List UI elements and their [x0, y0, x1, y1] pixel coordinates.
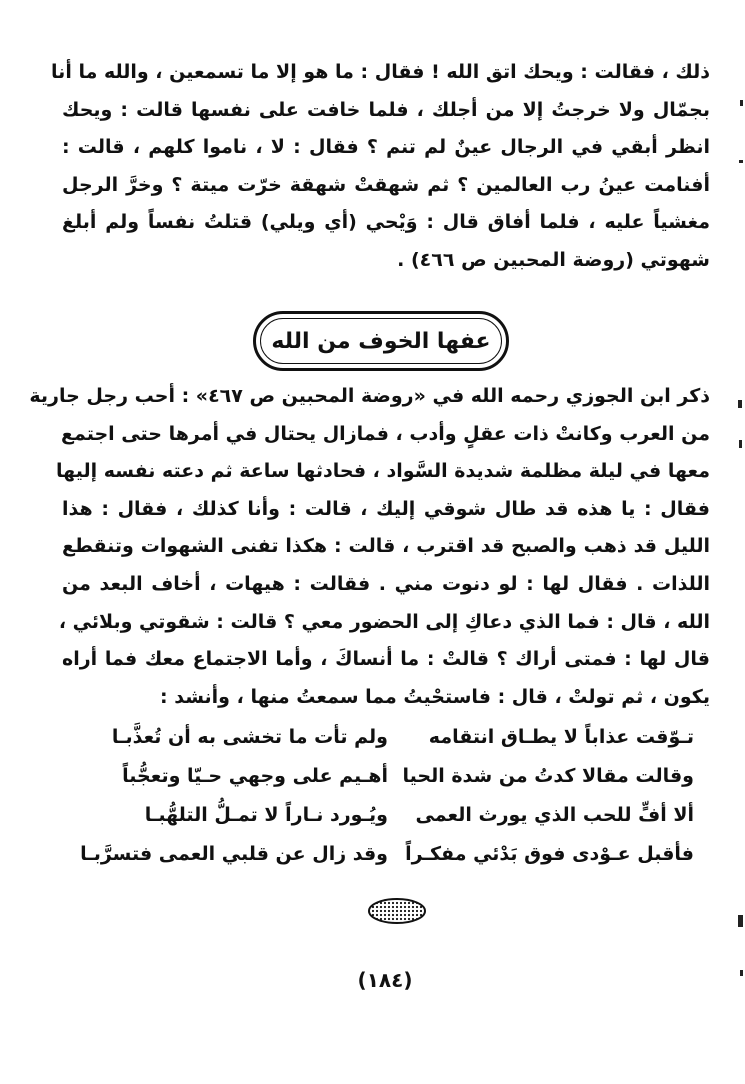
text-line: ذلك ، فقالت : ويحك اتق الله ! فقال : ما هو إلا ما تسمعين ، والله ما أنا	[51, 61, 710, 83]
poem-verse	[80, 835, 694, 874]
text-line: قال لها : فمتى أراك ؟ قالتْ : ما أنساكَ ، وأما الاجتماع معك فما أراه	[62, 648, 710, 671]
poem-first-hemistich: فأقبل عـوْدى فوق بَدْئي مفكـراً	[405, 843, 694, 865]
scan-edge-mark	[740, 100, 743, 106]
paragraph-story	[29, 378, 710, 716]
divider-ornament-icon	[367, 897, 427, 925]
text-line: أفنامت عينُ رب العالمين ؟ ثم شهقتْ شهقة خرّت ميتة ؟ وخرَّ الرجل	[62, 173, 710, 196]
scan-edge-mark	[738, 400, 742, 408]
text-line: انظر أبقي في الرجال عينٌ لم تنم ؟ فقال : لا ، ناموا كلهم ، قالت :	[62, 136, 710, 159]
poem-second-hemistich: وقد زال عن قلبي العمى فتسرَّبـا	[80, 843, 388, 865]
scan-edge-mark	[740, 970, 743, 976]
poem-verse	[108, 718, 694, 757]
poem-first-hemistich: تـوّقت عذاباً لا يطـاق انتقامه	[428, 726, 694, 748]
section-title-frame	[253, 311, 509, 371]
text-line: ذكر ابن الجوزي رحمه الله في «روضة المحبين ص ٤٦٧» : أحب رجل جارية	[29, 385, 710, 407]
text-line: من العرب وكانتْ ذات عقلٍ وأدب ، فمازال يحتال في أمرها حتى اجتمع	[61, 422, 710, 445]
scan-edge-mark	[738, 915, 743, 927]
poem-second-hemistich: ولم تأت ما تخشى به أن تُعذَّبـا	[111, 726, 388, 748]
poem-second-hemistich: ويُـورد نـاراً لا تمـلُّ التلهُّبـا	[144, 804, 388, 826]
text-line: الليل قد ذهب والصبح قد اقترب ، قالت : هكذا تفنى الشهوات وتنقطع	[62, 535, 710, 558]
text-line: معها في ليلة مظلمة شديدة السَّواد ، فحادثها ساعة ثم دعته نفسه إليها	[56, 460, 710, 483]
scan-edge-mark	[739, 440, 742, 448]
text-line: اللذات . فقال لها : لو دنوت مني . فقالت : هيهات ، أخاف البعد من	[62, 572, 710, 595]
poem-first-hemistich: وقالت مقالا كدتُ من شدة الحيا	[402, 765, 694, 787]
poem-verse	[108, 757, 694, 796]
text-line: يكون ، ثم تولتْ ، قال : فاستحْيتُ مما سمعتُ منها ، وأنشد :	[160, 685, 710, 708]
poem-first-hemistich: ألا أفٍّ للحب الذي يورث العمى	[415, 804, 694, 826]
poem-second-hemistich: أهـيم على وجهي حـيّا وتعجُّباً	[122, 765, 388, 787]
section-title: عفها الخوف من الله	[271, 328, 491, 354]
paragraph-story-ending	[51, 54, 710, 280]
poem	[80, 718, 694, 874]
page-number: (١٨٤)	[357, 968, 413, 992]
text-line: الله ، قال : فما الذي دعاكِ إلى الحضور معي ؟ قالت : شقوتي وبلائي ،	[58, 610, 710, 633]
poem-verse	[108, 796, 694, 835]
scan-edge-mark	[739, 160, 743, 163]
text-line: مغشياً عليه ، فلما أفاق قال : وَيْحي (أي ويلي) قتلتُ نفساً ولم أبلغ	[62, 211, 710, 234]
text-line: فقال : يا هذه قد طال شوقي إليك ، قالت : وأنا كذلك ، فقال : هذا	[62, 497, 710, 520]
text-line: بجمّال ولا خرجتُ إلا من أجلك ، فلما خافت على نفسها قالت : ويحك	[62, 98, 710, 121]
text-line: شهوتي (روضة المحبين ص ٤٦٦) .	[397, 248, 710, 271]
